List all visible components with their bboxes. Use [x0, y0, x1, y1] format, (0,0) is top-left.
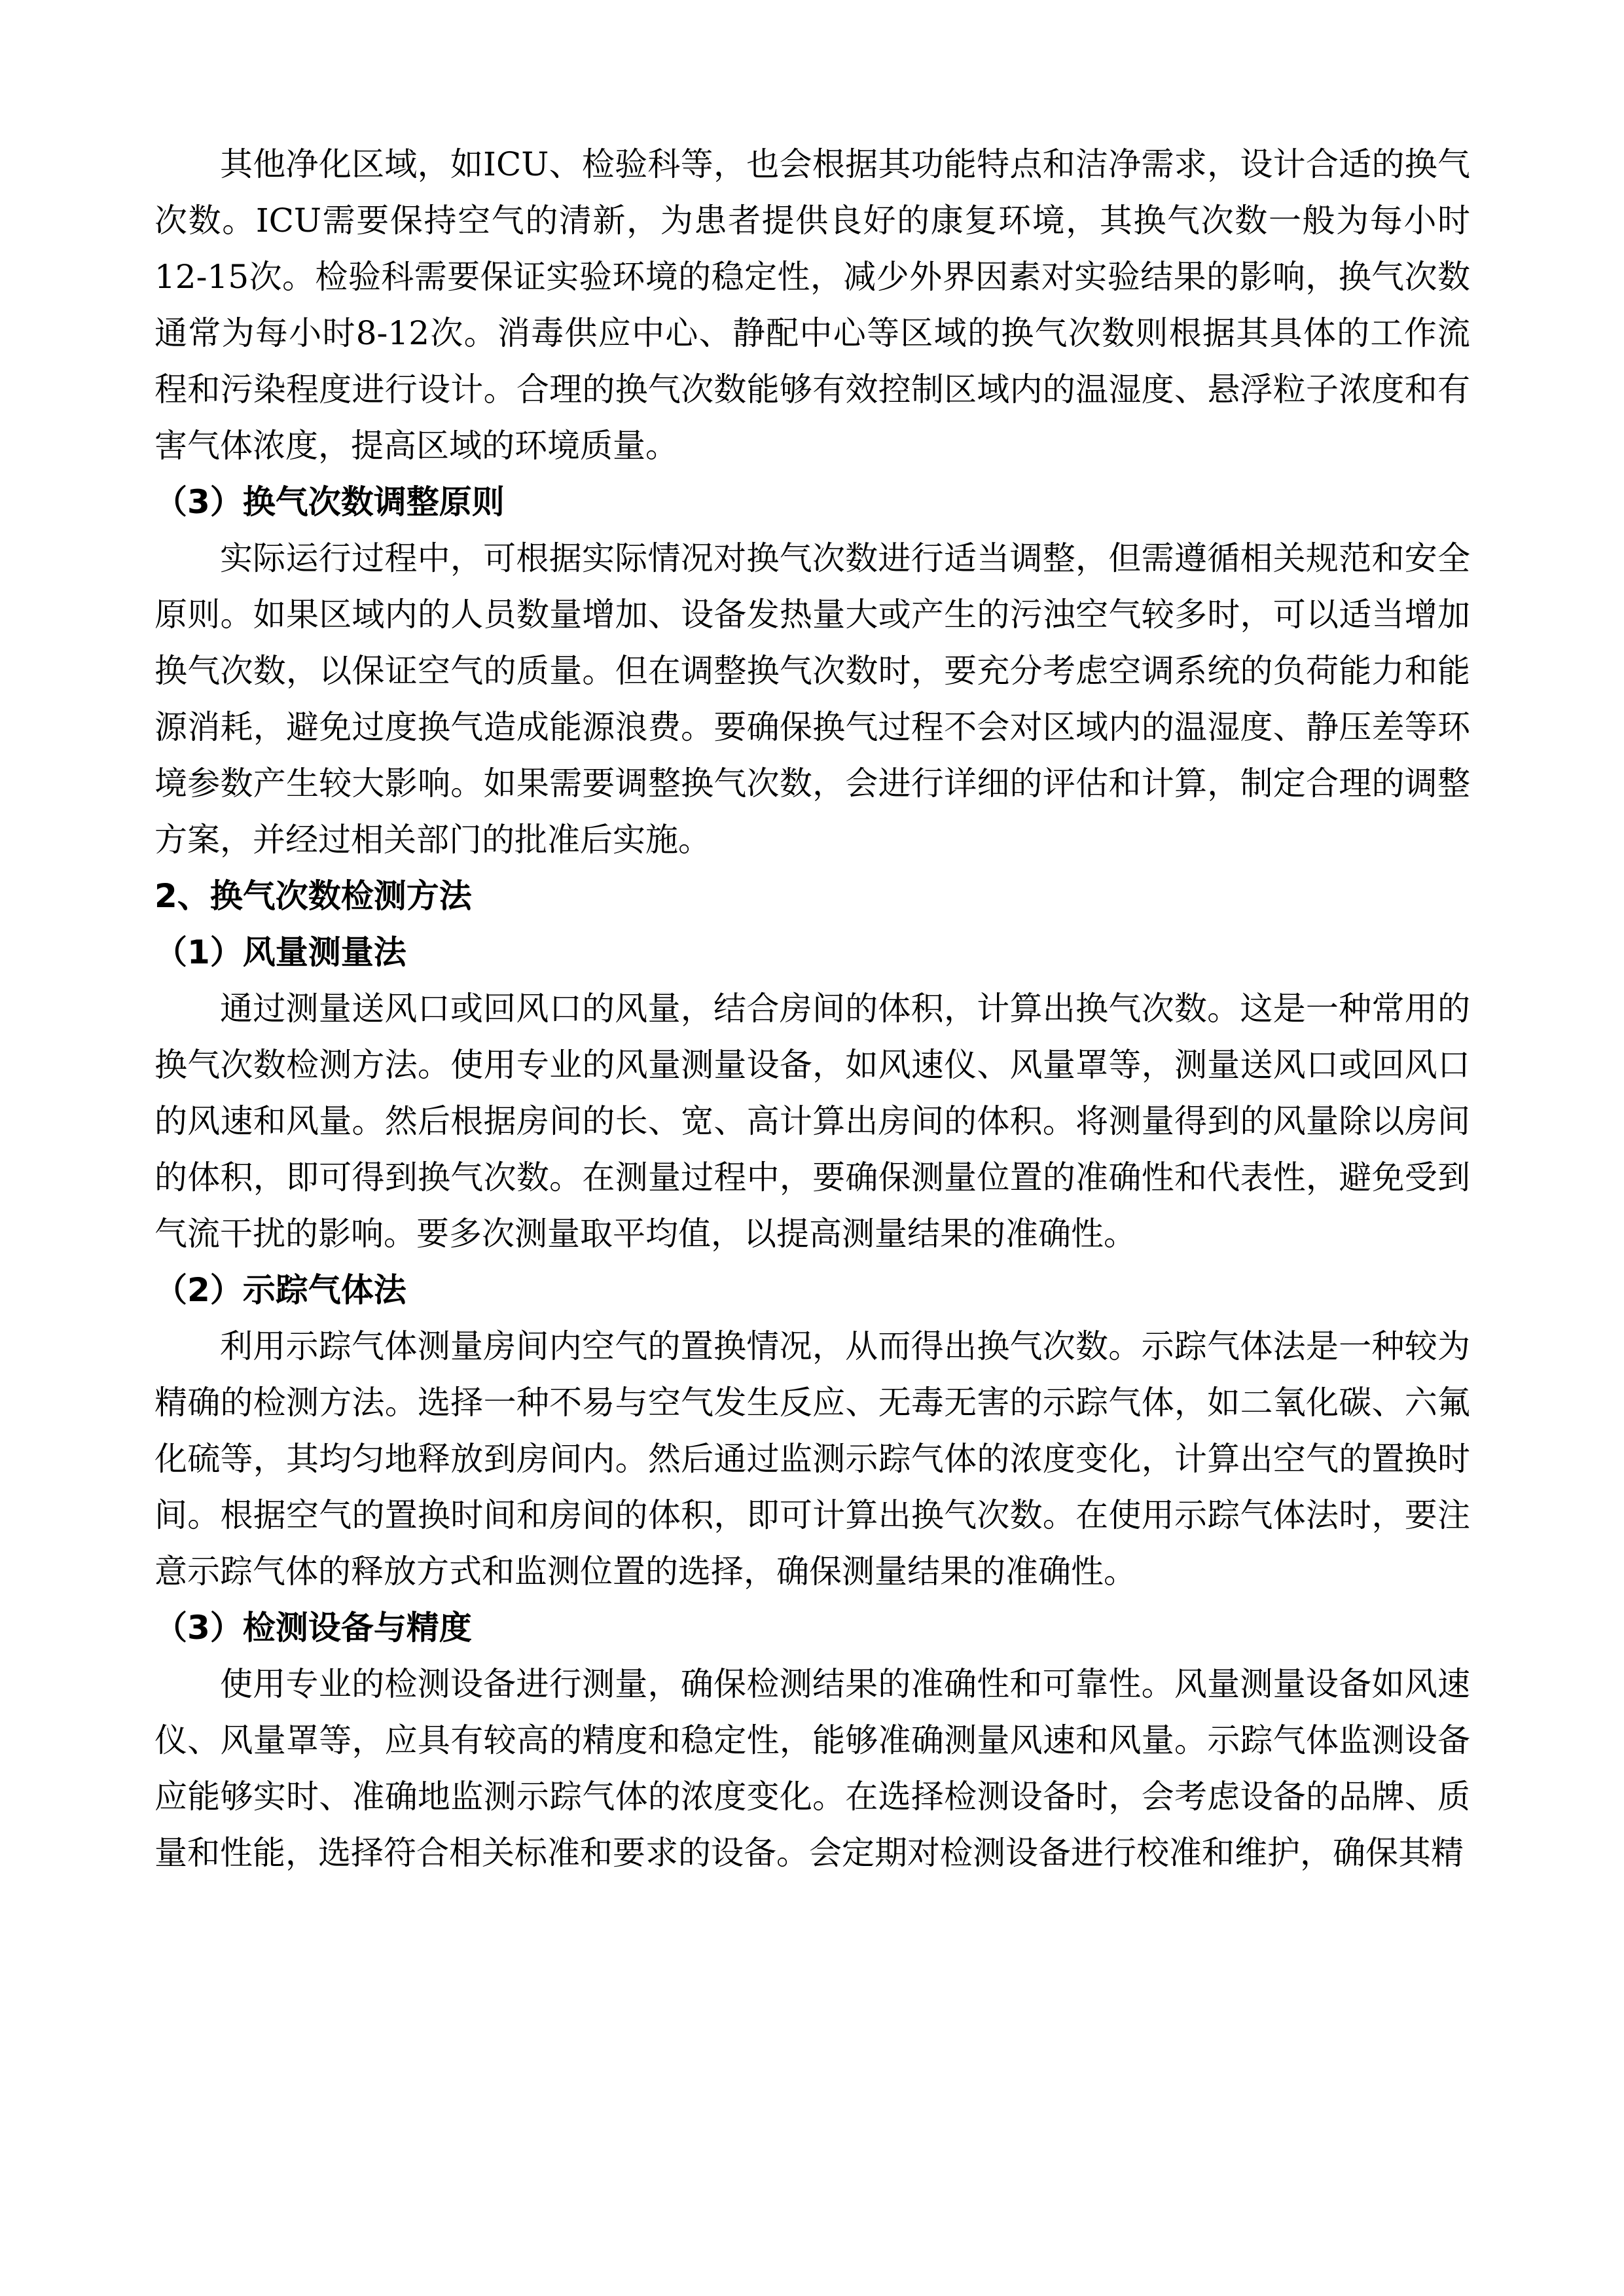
paragraph-equipment-precision: 使用专业的检测设备进行测量，确保检测结果的准确性和可靠性。风量测量设备如风速仪、风量罩等，应具有较高的精度和稳定性，能够准确测量风速和风量。示踪气体监测设备应能够实时、准确地监测示踪气体的浓度变化。在选择检测设备时，会考虑设备的品牌、质量和性能，选择符合相关标准和要求的设备。会定期对检测设备进行校准和维护，确保其精 — [154, 1665, 1470, 1872]
paragraph-adjustment-principles: 实际运行过程中，可根据实际情况对换气次数进行适当调整，但需遵循相关规范和安全原则。如果区域内的人员数量增加、设备发热量大或产生的污浊空气较多时，可以适当增加换气次数，以保证空气的质量。但在调整换气次数时，要充分考虑空调系统的负荷能力和能源消耗，避免过度换气造成能源浪费。要确保换气过程不会对区域内的温湿度、静压差等环境参数产生较大影响。如果需要调整换气次数，会进行详细的评估和计算，制定合理的调整方案，并经过相关部门的批准后实施。 — [154, 539, 1470, 859]
paragraph-tracer-gas: 利用示踪气体测量房间内空气的置换情况，从而得出换气次数。示踪气体法是一种较为精确的检测方法。选择一种不易与空气发生反应、无毒无害的示踪气体，如二氧化碳、六氟化硫等，其均匀地释放到房间内。然后通过监测示踪气体的浓度变化，计算出空气的置换时间。根据空气的置换时间和房间的体积，即可计算出换气次数。在使用示踪气体法时，要注意示踪气体的释放方式和监测位置的选择，确保测量结果的准确性。 — [154, 1327, 1470, 1590]
subheading-tracer-gas: （2）示踪气体法 — [154, 1271, 406, 1309]
subheading-airflow-measurement: （1）风量测量法 — [154, 933, 406, 971]
document-body — [154, 136, 1470, 1881]
paragraph-airflow-measurement: 通过测量送风口或回风口的风量，结合房间的体积，计算出换气次数。这是一种常用的换气次数检测方法。使用专业的风量测量设备，如风速仪、风量罩等，测量送风口或回风口的风速和风量。然后根据房间的长、宽、高计算出房间的体积。将测量得到的风量除以房间的体积，即可得到换气次数。在测量过程中，要确保测量位置的准确性和代表性，避免受到气流干扰的影响。要多次测量取平均值，以提高测量结果的准确性。 — [154, 990, 1470, 1253]
section-heading-detection-methods: 2、换气次数检测方法 — [154, 877, 472, 915]
paragraph-other-clean-areas: 其他净化区域，如ICU、检验科等，也会根据其功能特点和洁净需求，设计合适的换气次数。ICU需要保持空气的清新，为患者提供良好的康复环境，其换气次数一般为每小时12-15次。检验科需要保证实验环境的稳定性，减少外界因素对实验结果的影响，换气次数通常为每小时8-12次。消毒供应中心、静配中心等区域的换气次数则根据其具体的工作流程和污染程度进行设计。合理的换气次数能够有效控制区域内的温湿度、悬浮粒子浓度和有害气体浓度，提高区域的环境质量。 — [154, 145, 1470, 465]
subheading-adjustment-principles: （3）换气次数调整原则 — [154, 483, 505, 521]
subheading-equipment-precision: （3）检测设备与精度 — [154, 1609, 472, 1647]
